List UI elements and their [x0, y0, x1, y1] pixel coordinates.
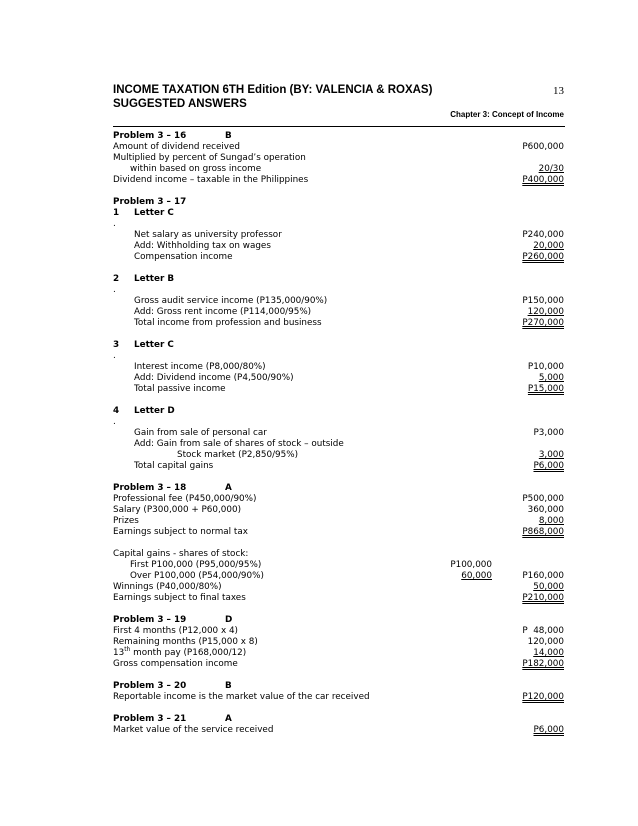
- line-item: 13th month pay (P168,000/12) 14,000: [113, 646, 564, 658]
- sub-answer: 1 Letter C: [113, 208, 174, 218]
- line-item: Over P100,000 (P54,000/90%) 60,000 P160,000: [130, 571, 564, 581]
- line-item: Gross compensation income P182,000: [113, 659, 564, 669]
- amount: 20/30: [538, 164, 564, 174]
- list-dot: .: [113, 219, 116, 229]
- problem-answer: B: [225, 131, 232, 141]
- problem-title: [113, 714, 564, 725]
- line-item: Multiplied by percent of Sungad’s operation: [113, 153, 306, 163]
- problem-number: Problem 3 – 16: [113, 131, 187, 141]
- document-title: [113, 83, 432, 111]
- amount: P150,000: [522, 296, 564, 306]
- line-item: Stock market (P2,850/95%) 3,000: [177, 450, 564, 460]
- problem-title: [113, 197, 564, 208]
- amount: 3,000: [538, 450, 564, 460]
- line-item: Prizes 8,000: [113, 516, 564, 526]
- line-item: Interest income (P8,000/80%) P10,000: [134, 362, 564, 372]
- amount: P240,000: [522, 230, 564, 240]
- total-amount: P270,000: [522, 318, 564, 328]
- line-item: Winnings (P40,000/80%) 50,000: [113, 582, 564, 592]
- problem-number: Problem 3 – 19: [113, 615, 187, 625]
- line-item: Earnings subject to final taxes P210,000: [113, 593, 564, 603]
- problem-number: Problem 3 – 21: [113, 714, 187, 724]
- total-amount: P400,000: [522, 175, 564, 185]
- line-item: Net salary as university professor P240,000: [134, 230, 564, 240]
- line-item: Amount of dividend received P600,000: [113, 142, 564, 152]
- sub-amount: 60,000: [461, 571, 492, 581]
- amount: P 48,000: [522, 626, 564, 636]
- total-amount: P6,000: [533, 461, 564, 471]
- line-item: Add: Gross rent income (P114,000/95%) 120,000: [134, 307, 564, 317]
- page-number: 13: [553, 85, 564, 97]
- title-line-1: INCOME TAXATION 6TH Edition (BY: VALENCIA & ROXAS): [113, 84, 433, 96]
- line-item: Gross audit service income (P135,000/90%) P150,000: [134, 296, 564, 306]
- line-item: Add: Dividend income (P4,500/90%) 5,000: [134, 373, 564, 383]
- amount: 8,000: [538, 516, 564, 526]
- problem-answer: D: [225, 615, 233, 625]
- amount: 120,000: [527, 307, 564, 317]
- total-amount: P120,000: [522, 692, 564, 702]
- sub-answer: 3 Letter C: [113, 340, 174, 350]
- line-item: Earnings subject to normal tax P868,000: [113, 527, 564, 537]
- line-item: within based on gross income 20/30: [130, 164, 564, 174]
- line-item: Total capital gains P6,000: [134, 461, 564, 471]
- problem-title: [113, 681, 564, 692]
- problem-title: [113, 615, 564, 626]
- chapter-label: Chapter 3: Concept of Income: [450, 110, 564, 119]
- amount: 50,000: [533, 582, 564, 592]
- line-item: Total passive income P15,000: [134, 384, 564, 394]
- amount: 360,000: [527, 505, 564, 515]
- total-amount: P868,000: [522, 527, 564, 537]
- problem-title: [113, 131, 564, 142]
- title-line-2: SUGGESTED ANSWERS: [113, 98, 247, 110]
- header-divider: [113, 126, 565, 127]
- line-item: Gain from sale of personal car P3,000: [134, 428, 564, 438]
- amount: P10,000: [527, 362, 564, 372]
- line-item: Total income from profession and business P270,000: [134, 318, 564, 328]
- amount: P160,000: [522, 571, 564, 581]
- line-item: Reportable income is the market value of the car received P120,000: [113, 692, 564, 702]
- total-amount: P15,000: [527, 384, 564, 394]
- problem-title: [113, 483, 564, 494]
- amount: 120,000: [527, 637, 564, 647]
- problem-answer: A: [225, 714, 232, 724]
- total-amount: P260,000: [522, 252, 564, 262]
- line-item: First 4 months (P12,000 x 4) P 48,000: [113, 626, 564, 636]
- line-item: Add: Withholding tax on wages 20,000: [134, 241, 564, 251]
- problem-number: Problem 3 – 18: [113, 483, 187, 493]
- problem-answer: B: [225, 681, 232, 691]
- line-item: First P100,000 (P95,000/95%) P100,000: [130, 560, 492, 570]
- line-item: Salary (P300,000 + P60,000) 360,000: [113, 505, 564, 515]
- total-amount: P6,000: [533, 725, 564, 735]
- line-item: Compensation income P260,000: [134, 252, 564, 262]
- list-dot: .: [113, 417, 116, 427]
- amount: 14,000: [533, 648, 564, 658]
- amount: P500,000: [522, 494, 564, 504]
- line-item: Remaining months (P15,000 x 8) 120,000: [113, 637, 564, 647]
- problem-number: Problem 3 – 20: [113, 681, 187, 691]
- list-dot: .: [113, 351, 116, 361]
- sub-amount: P100,000: [450, 560, 492, 570]
- sub-answer: 2 Letter B: [113, 274, 175, 284]
- problem-answer: A: [225, 483, 232, 493]
- sub-answer: 4 Letter D: [113, 406, 175, 416]
- line-item: Capital gains - shares of stock:: [113, 549, 249, 559]
- list-dot: .: [113, 285, 116, 295]
- line-item: Dividend income – taxable in the Philippines P400,000: [113, 175, 564, 185]
- answers-body: [113, 131, 564, 736]
- problem-number: Problem 3 – 17: [113, 197, 187, 207]
- total-amount: P182,000: [522, 659, 564, 669]
- line-item: Market value of the service received P6,000: [113, 725, 564, 735]
- amount: P3,000: [533, 428, 564, 438]
- amount: 20,000: [533, 241, 564, 251]
- line-item: Add: Gain from sale of shares of stock – outside: [134, 439, 344, 449]
- amount: 5,000: [538, 373, 564, 383]
- line-item: Professional fee (P450,000/90%) P500,000: [113, 494, 564, 504]
- amount: P600,000: [522, 142, 564, 152]
- total-amount: P210,000: [522, 593, 564, 603]
